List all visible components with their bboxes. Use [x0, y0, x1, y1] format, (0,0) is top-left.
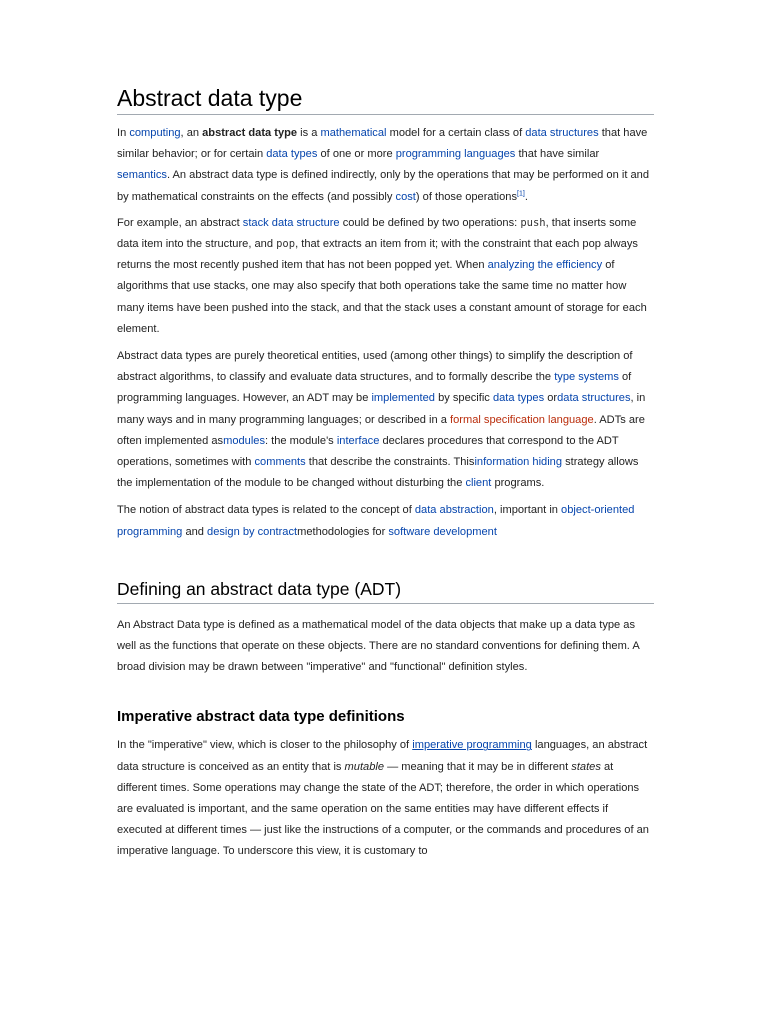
- link-data-structures-2[interactable]: data structures: [557, 392, 631, 405]
- notion-paragraph: The notion of abstract data types is related to the concept of data abstraction, important in object-oriented programming and design by contractmethodologies for software development: [117, 504, 635, 538]
- link-interface[interactable]: interface: [336, 434, 380, 447]
- link-comments[interactable]: comments: [254, 456, 306, 469]
- link-type-systems[interactable]: type systems: [554, 371, 619, 384]
- link-computing[interactable]: computing: [129, 127, 181, 139]
- link-data-structures[interactable]: data structures: [525, 127, 599, 139]
- link-imperative-programming[interactable]: imperative programming: [412, 739, 532, 752]
- link-mathematical[interactable]: mathematical: [320, 127, 387, 139]
- link-design-by-contract[interactable]: design by contract: [207, 525, 298, 538]
- link-information-hiding[interactable]: information hiding: [474, 456, 563, 469]
- link-stack-data-structure[interactable]: stack data structure: [242, 216, 340, 229]
- link-semantics[interactable]: semantics: [117, 169, 167, 182]
- imperative-paragraph: In the "imperative" view, which is closer to the philosophy of imperative programming languages, an abstract data structure is conceived as an entity that is mutable — meaning that it may be in different states at different times. Some operations may change the state of the ADT; therefore, the order in which operations are evaluated is important, and the same operation on the same entities may have different effects if executed at different times — just like the instructions of a computer, or the commands and procedures of an imperative language. To underscore this view, it is customary to: [117, 739, 649, 858]
- term-states: states: [571, 760, 601, 773]
- link-data-types[interactable]: data types: [266, 148, 318, 161]
- code-push: push: [520, 216, 546, 229]
- definition-paragraph: An Abstract Data type is defined as a mathematical model of the data objects that make up a data type as well as the functions that operate on these objects. There are no standard conventions for defining them. A broad division may be drawn between "imperative" and "functional" definition styles.: [117, 618, 640, 674]
- link-analyzing-efficiency[interactable]: analyzing the efficiency: [487, 259, 603, 272]
- intro-paragraph: In computing, an abstract data type is a mathematical model for a certain class of data structures that have similar behavior; or for certain data types of one or more programming languages that have similar semantics. An abstract data type is defined indirectly, only by the operations that may be performed on it and by mathematical constraints on the effects (and possibly cost) of those operations[1].: [117, 127, 649, 203]
- article-content: [117, 84, 654, 863]
- link-client[interactable]: client: [465, 477, 492, 490]
- section-heading-defining-adt: Defining an abstract data type (ADT): [117, 577, 654, 604]
- code-pop: pop: [276, 238, 296, 251]
- link-object-oriented-programming[interactable]: object-oriented programming: [117, 504, 635, 538]
- term-mutable: mutable: [344, 760, 385, 773]
- page-title: Abstract data type: [117, 84, 654, 115]
- subsection-heading-imperative: Imperative abstract data type definitions: [117, 708, 405, 726]
- link-data-types-2[interactable]: data types: [492, 392, 545, 405]
- link-software-development[interactable]: software development: [388, 525, 497, 538]
- reference-1[interactable]: [1]: [517, 189, 525, 197]
- theory-paragraph: Abstract data types are purely theoretical entities, used (among other things) to simplify the description of abstract algorithms, to classify and evaluate data structures, and to formally describe the type systems of programming languages. However, an ADT may be implemented by specific data types ordata structures, in many ways and in many programming languages; or described in a formal specification language. ADTs are often implemented asmodules: the module's interface declares procedures that correspond to the ADT operations, sometimes with comments that describe the constraints. Thisinformation hiding strategy allows the implementation of the module to be changed without disturbing the client programs.: [117, 350, 646, 490]
- link-data-abstraction[interactable]: data abstraction: [414, 504, 494, 517]
- term-abstract-data-type: abstract data type: [202, 127, 298, 139]
- link-implemented[interactable]: implemented: [371, 392, 435, 405]
- link-cost[interactable]: cost: [395, 190, 416, 203]
- link-formal-specification-language[interactable]: formal specification language: [450, 413, 594, 426]
- link-modules[interactable]: modules: [223, 434, 266, 447]
- example-paragraph: For example, an abstract stack data structure could be defined by two operations: push, that inserts some data item into the structure, and pop, that extracts an item from it; with the constraint that each pop always returns the most recently pushed item that has not been popped yet. When analyzing the efficiency of algorithms that use stacks, one may also specify that both operations take the same time no matter how many items have been pushed into the stack, and that the stack uses a constant amount of storage for each element.: [117, 216, 647, 335]
- link-programming-languages[interactable]: programming languages: [395, 148, 516, 161]
